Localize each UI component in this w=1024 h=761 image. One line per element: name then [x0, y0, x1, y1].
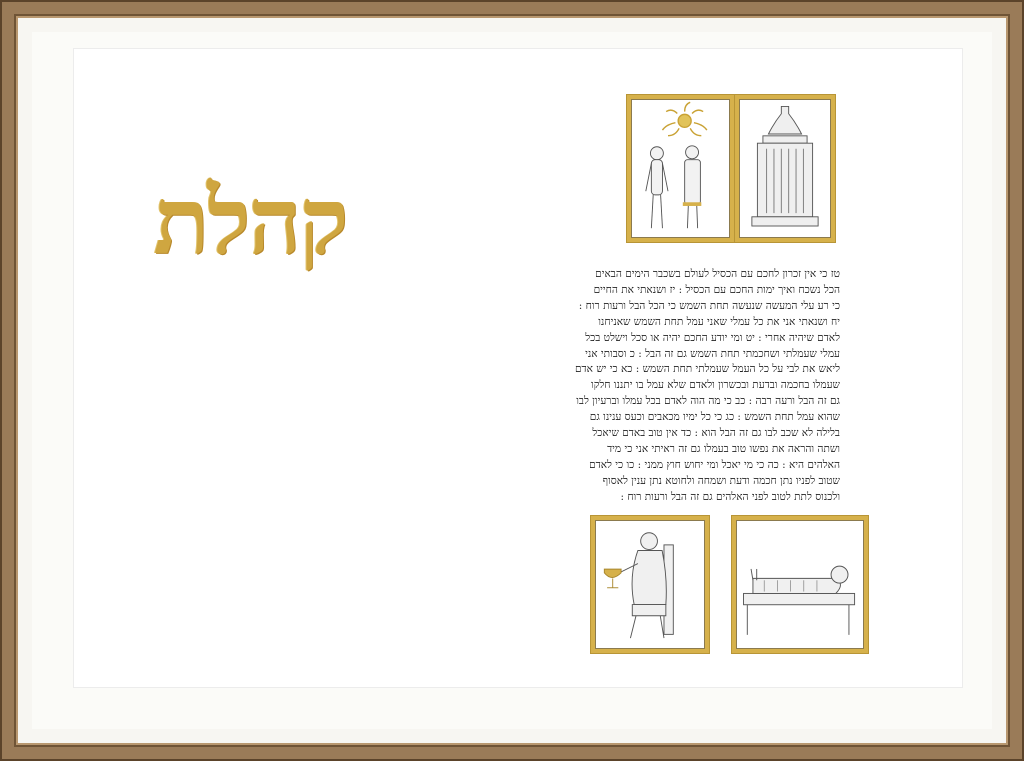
text-line: שהוא עמל תחת השמש : כג כי כל ימיו מכאבים וכעס ענינו גם [589, 411, 840, 424]
text-line: שעמלו בחכמה ובדעת ובכשרון ולאדם שלא עמל בו יתננו חלקו [591, 379, 840, 392]
reclining-man-drawing [736, 520, 864, 649]
text-line: גם זה הבל ורעה רבה : כב כי מה הוה לאדם בכל עמלו וברעיון לבו [576, 395, 840, 408]
text-line: ולכנוס לתת לטוב לפני האלהים גם זה הבל ורעות רוח : [620, 490, 840, 503]
text-line: טז כי אין זכרון לחכם עם הכסיל לעולם בשכבר הימים הבאים [595, 268, 840, 280]
sun-figures-drawing [631, 99, 730, 238]
text-line: האלהים היא : כה כי מי יאכל ומי יחוש חוץ ממני : כו כי לאדם [589, 458, 840, 471]
text-line: שטוב לפניו נתן חכמה ודעת ושמחה ולחוטא נתן ענין לאסוף [602, 474, 840, 487]
illustration-reclining-man [732, 516, 868, 653]
text-line: עמלי שעמלתי ושחכמתי תחת השמש גם זה הבל : כ וסבותי אני [585, 347, 840, 360]
text-line: כי רע עלי המעשה שנעשה תחת השמש כי הכל הבל ורעות רוח : [578, 299, 840, 312]
illustration-sun-figures [627, 95, 734, 242]
text-line: לאדם שיהיה אחרי : יט ומי יודע החכם יהיה או סכל וישלט בכל [585, 331, 840, 344]
illustration-seated-man [591, 516, 709, 653]
illustration-tomb-tower [735, 95, 835, 242]
hebrew-text-block [572, 267, 840, 506]
text-line: בלילה לא שכב לבו גם זה הבל הוא : כד אין טוב באדם שיאכל [592, 427, 840, 440]
seated-man-drawing [595, 520, 705, 649]
text-line: ליאש את לבי על כל העמל שעמלתי תחת השמש : כא כי יש אדם [574, 363, 840, 376]
text-line: ושתה והראה את נפשו טוב בעמלו גם זה ראיתי אני כי מיד [607, 442, 840, 455]
text-line: הכל נשכח ואיך ימות החכם עם הכסיל : יז ושנאתי את החיים [593, 283, 840, 296]
tomb-tower-drawing [739, 99, 831, 238]
text-line: יח ושנאתי אני את כל עמלי שאני עמל תחת השמש שאניחנו [598, 315, 840, 328]
book-title: קהלת [153, 167, 347, 275]
